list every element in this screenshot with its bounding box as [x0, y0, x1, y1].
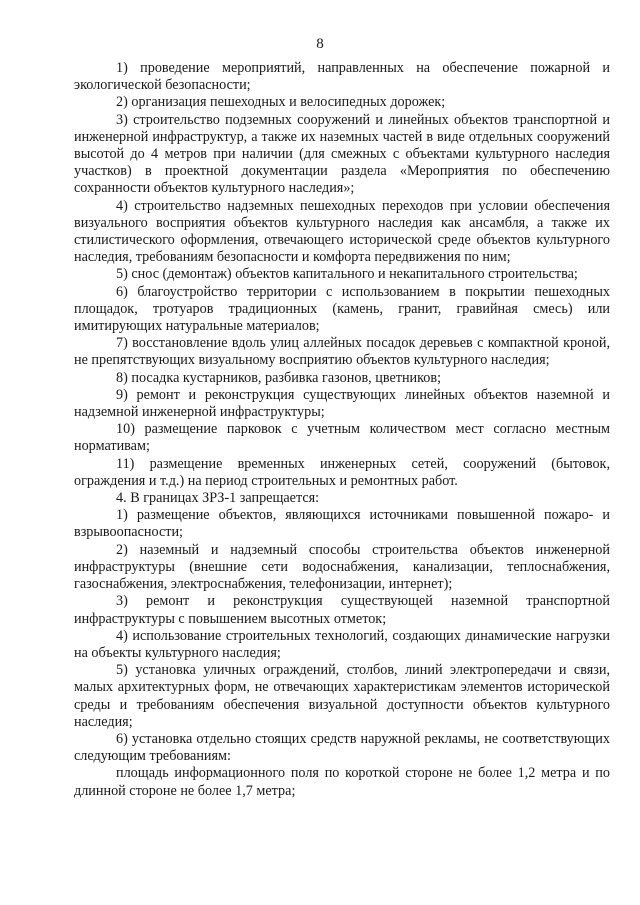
paragraph: 1) проведение мероприятий, направленных на обеспечение пожарной и экологической безопасности; [74, 60, 610, 94]
paragraph: 6) благоустройство территории с использованием в покрытии пешеходных площадок, тротуаров традиционных (камень, гранит, гравийная смесь) или имитирующих натуральные материалов; [74, 283, 610, 335]
paragraph: 3) ремонт и реконструкция существующей наземной транспортной инфраструктуры с повышением высотных отметок; [74, 593, 610, 627]
paragraph: 8) посадка кустарников, разбивка газонов, цветников; [116, 369, 442, 386]
paragraph: 1) размещение объектов, являющихся источниками повышенной пожаро- и взрывоопасности; [74, 507, 610, 541]
paragraph: 9) ремонт и реконструкция существующих линейных объектов наземной и надземной инженерной инфраструктуры; [74, 386, 610, 421]
paragraph: 2) организация пешеходных и велосипедных дорожек; [116, 94, 446, 111]
paragraph: 3) строительство подземных сооружений и линейных объектов транспортной и инженерной инфраструктур, а также их наземных частей в виде отдельных сооружений высотой до 4 метров при наличии (для смежных с объектами культурного наследия участков) в проектной документации раздела «Мероприятия по обеспечению сохранности объектов культурного наследия»; [74, 111, 610, 197]
section-heading: 4. В границах ЗРЗ-1 запрещается: [116, 490, 320, 507]
paragraph: 6) установка отдельно стоящих средств наружной рекламы, не соответствующих следующим требованиям: [74, 730, 610, 765]
paragraph: 5) снос (демонтаж) объектов капитального и некапитального строительства; [116, 266, 578, 283]
paragraph: 7) восстановление вдоль улиц аллейных посадок деревьев с компактной кроной, не препятствующих визуальному восприятию объектов культурного наследия; [74, 335, 610, 369]
paragraph: 11) размещение временных инженерных сетей, сооружений (бытовок, ограждения и т.д.) на период строительных и ремонтных работ. [74, 455, 610, 489]
page-number: 8 [316, 36, 324, 52]
paragraph: площадь информационного поля по короткой стороне не более 1,2 метра и по длинной стороне не более 1,7 метра; [74, 765, 610, 799]
paragraph: 2) наземный и надземный способы строительства объектов инженерной инфраструктуры (внешние сети водоснабжения, канализации, теплоснабжения, газоснабжения, электроснабжения, телефонизации, интернет); [74, 541, 610, 593]
paragraph: 10) размещение парковок с учетным количеством мест согласно местным нормативам; [74, 421, 610, 455]
document-body [74, 60, 610, 800]
paragraph: 5) установка уличных ограждений, столбов, линий электропередачи и связи, малых архитектурных форм, не отвечающих характеристикам элементов исторической среды и требованиям обеспечения визуальной доступности объектов культурного наследия; [74, 662, 610, 730]
paragraph: 4) строительство надземных пешеходных переходов при условии обеспечения визуального восприятия объектов культурного наследия как ансамбля, а также их стилистического оформления, отвечающего исторической среде объектов культурного наследия, требованиям безопасности и комфорта передвижения по ним; [74, 197, 610, 266]
paragraph: 4) использование строительных технологий, создающих динамические нагрузки на объекты культурного наследия; [74, 627, 610, 661]
